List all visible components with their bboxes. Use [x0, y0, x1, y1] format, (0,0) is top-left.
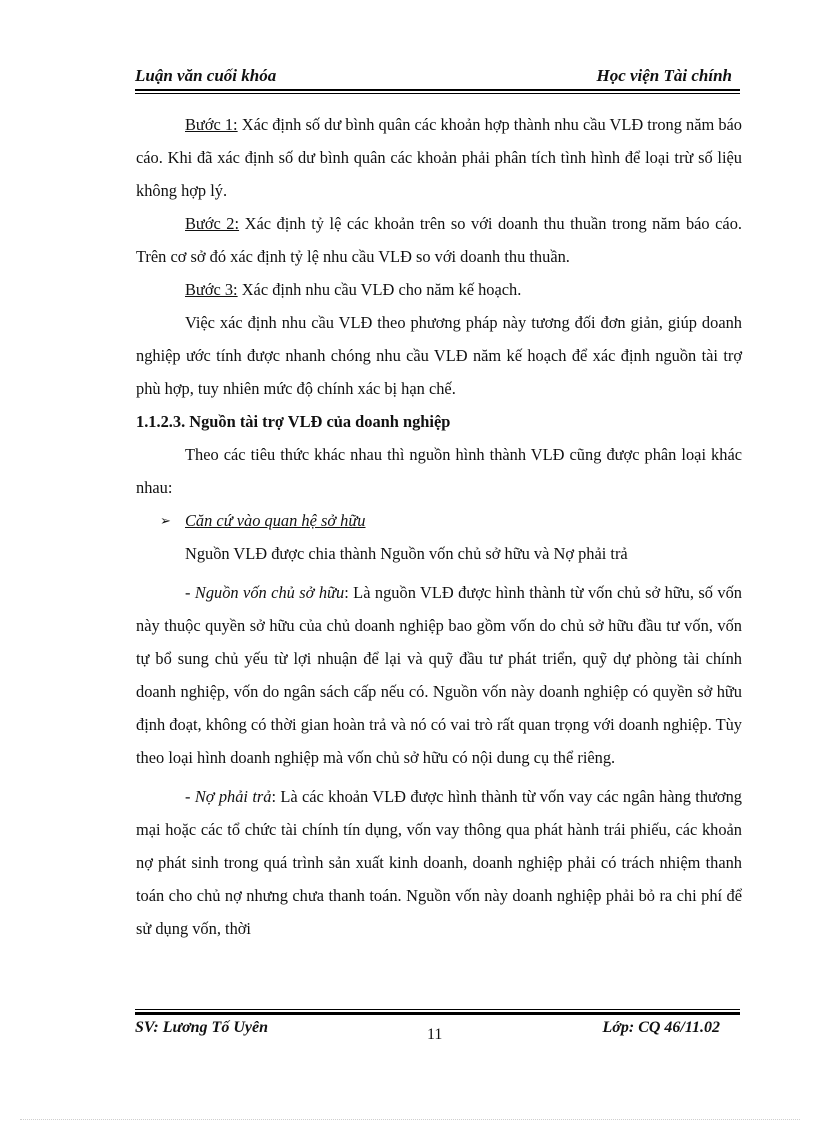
footer-rule-thin [135, 1009, 740, 1010]
step-2-text: Xác định tỷ lệ các khoản trên so với doanh thu thuần trong năm báo cáo. Trên cơ sở đó xác định tỷ lệ nhu cầu VLĐ so với doanh thu thuần. [136, 214, 743, 266]
header-institution: Học viện Tài chính [596, 66, 732, 85]
step-1-text: Xác định số dư bình quân các khoản hợp thành nhu cầu VLĐ trong năm báo cáo. Khi đã xác định số dư bình quân các khoản phải phân tích tình hình để loại trừ số liệu không hợp lý. [136, 115, 742, 200]
header-thesis-title: Luận văn cuối khóa [135, 66, 277, 85]
liabilities-text: : Là các khoản VLĐ được hình thành từ vốn vay các ngân hàng thương mại hoặc các tổ chức tài chính tín dụng, vốn vay thông qua phát hành trái phiếu, các khoản nợ phát sinh trong quá trình sản xuất kinh doanh, doanh nghiệp phải có trách nhiệm thanh toán cho chủ nợ nhưng chưa thanh toán. Nguồn vốn này doanh nghiệp phải bỏ ra chi phí để sử dụng vốn, thời [136, 787, 742, 938]
step-2-paragraph [136, 207, 742, 273]
arrow-bullet-icon: ➢ [160, 513, 171, 528]
liabilities-dash: - [185, 787, 195, 806]
owner-equity-label: Nguồn vốn chủ sở hữu [194, 583, 345, 602]
step-1-paragraph [136, 108, 742, 207]
owner-equity-text: : Là nguồn VLĐ được hình thành từ vốn chủ sở hữu, số vốn này thuộc quyền sở hữu của chủ doanh nghiệp bao gồm vốn do chủ sở hữu đầu tư vốn, vốn tự bổ sung chủ yếu từ lợi nhuận để lại và quỹ đầu tư phát triển, quỹ dự phòng tài chính doanh nghiệp, vốn do ngân sách cấp nếu có. Nguồn vốn này doanh nghiệp có quyền sở hữu định đoạt, không có thời gian hoàn trả và nó có vai trò rất quan trọng với doanh nghiệp. Tùy theo loại hình doanh nghiệp mà vốn chủ sở hữu có nội dung cụ thể riêng. [136, 583, 742, 767]
page-number: 11 [427, 1026, 443, 1043]
section-heading: 1.1.2.3. Nguồn tài trợ VLĐ của doanh nghiệp [136, 412, 451, 431]
page-footer [135, 1015, 740, 1055]
step-2-label: Bước 2: [185, 214, 240, 233]
page-bottom-edge [20, 1119, 800, 1120]
liabilities-paragraph [136, 780, 742, 945]
bullet-item [136, 504, 742, 537]
bullet-text: Căn cứ vào quan hệ sở hữu [185, 511, 366, 530]
step-1-label: Bước 1: [185, 115, 238, 134]
step-3-paragraph [136, 273, 742, 306]
footer-class: Lớp: CQ 46/11.02 [602, 1019, 720, 1036]
step-3-label: Bước 3: [185, 280, 238, 299]
step-3-text: Xác định nhu cầu VLĐ cho năm kế hoạch. [237, 280, 522, 299]
liabilities-label: Nợ phải trả [194, 787, 272, 806]
page-body [136, 108, 742, 945]
method-summary-paragraph: Việc xác định nhu cầu VLĐ theo phương pháp này tương đối đơn giản, giúp doanh nghiệp ước tính được nhanh chóng nhu cầu VLĐ năm kế hoạch để xác định nguồn tài trợ phù hợp, tuy nhiên mức độ chính xác bị hạn chế. [136, 313, 742, 398]
page-header [135, 64, 740, 88]
classification-intro-paragraph: Theo các tiêu thức khác nhau thì nguồn hình thành VLĐ cũng được phân loại khác nhau: [136, 445, 742, 497]
owner-equity-paragraph [136, 576, 742, 774]
header-rule-thin [135, 93, 740, 94]
owner-equity-dash: - [185, 583, 195, 602]
sources-intro-paragraph: Nguồn VLĐ được chia thành Nguồn vốn chủ sở hữu và Nợ phải trả [185, 544, 628, 563]
header-rule [135, 89, 740, 91]
footer-student-name: SV: Lương Tố Uyên [135, 1019, 268, 1036]
